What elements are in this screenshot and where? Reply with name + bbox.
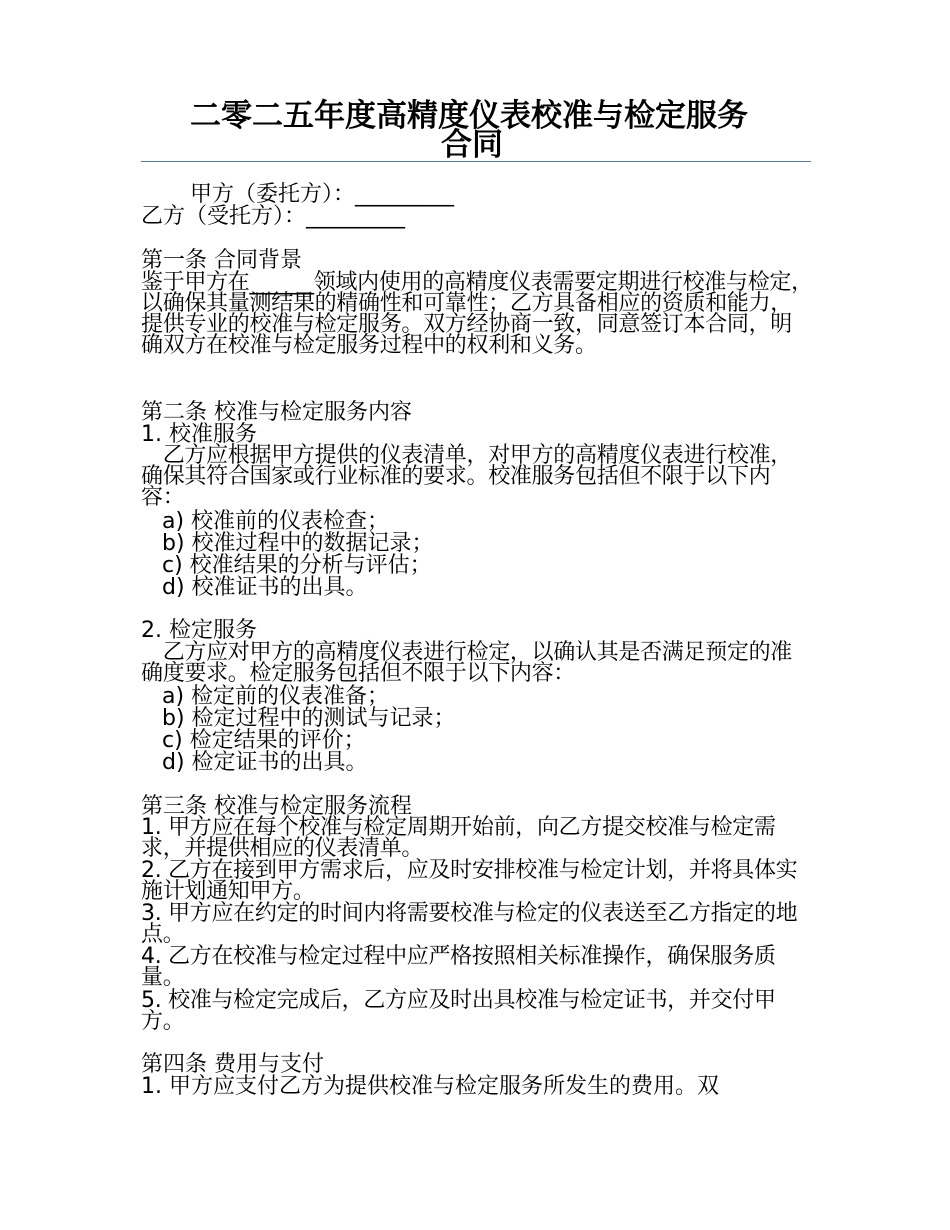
verification-service-body: 乙方应对甲方的高精度仪表进行检定，以确认其是否满足预定的准确度要求。检定服务包括但不限于以下内容： [141, 640, 793, 686]
article-1-heading: 第一条 合同背景 [141, 248, 302, 273]
calibration-item: a) 校准前的仪表检查； [162, 509, 390, 534]
calibration-service-title: 1. 校准服务 [141, 422, 257, 447]
process-item: 3. 甲方应在约定的时间内将需要校准与检定的仪表送至乙方指定的地点。 [141, 901, 798, 947]
calibration-service-body: 乙方应根据甲方提供的仪表清单，对甲方的高精度仪表进行校准，确保其符合国家或行业标准的要求。校准服务包括但不限于以下内容： [141, 443, 793, 510]
process-item: 2. 乙方在接到甲方需求后，应及时安排校准与检定计划，并将具体实施计划通知甲方。 [141, 858, 798, 904]
verification-item: b) 检定过程中的测试与记录； [162, 706, 456, 731]
process-item: 5. 校准与检定完成后，乙方应及时出具校准与检定证书，并交付甲方。 [141, 988, 776, 1034]
calibration-item: c) 校准结果的分析与评估； [162, 553, 432, 578]
article-1-body: 鉴于甲方在______领域内使用的高精度仪表需要定期进行校准与检定，以确保其量测结果的精确性和可靠性；乙方具备相应的资质和能力，提供专业的校准与检定服务。双方经协商一致，同意签订本合同，明确双方在校准与检定服务过程中的权利和义务。 [141, 270, 813, 358]
process-item: 4. 乙方在校准与检定过程中应严格按照相关标准操作，确保服务质量。 [141, 944, 776, 990]
verification-item: a) 检定前的仪表准备； [162, 684, 390, 709]
article-3-heading: 第三条 校准与检定服务流程 [141, 794, 412, 819]
document-title: 二零二五年度高精度仪表校准与检定服务 [190, 98, 748, 134]
party-a-line: 甲方（委托方）：_________ [190, 182, 455, 207]
article-2-heading: 第二条 校准与检定服务内容 [141, 400, 412, 425]
verification-item: d) 检定证书的出具。 [162, 750, 368, 775]
verification-item: c) 检定结果的评价； [162, 728, 366, 753]
article-4-heading: 第四条 费用与支付 [141, 1052, 324, 1077]
verification-service-title: 2. 检定服务 [141, 618, 257, 643]
fee-item: 1. 甲方应支付乙方为提供校准与检定服务所发生的费用。双 [141, 1074, 719, 1099]
calibration-item: d) 校准证书的出具。 [162, 575, 368, 600]
document-title-continued: 合同 [441, 127, 503, 163]
calibration-item: b) 校准过程中的数据记录； [162, 531, 434, 556]
title-divider [141, 161, 811, 162]
party-b-line: 乙方（受托方）：_________ [141, 204, 406, 229]
process-item: 1. 甲方应在每个校准与检定周期开始前，向乙方提交校准与检定需求，并提供相应的仪表清单。 [141, 815, 776, 861]
